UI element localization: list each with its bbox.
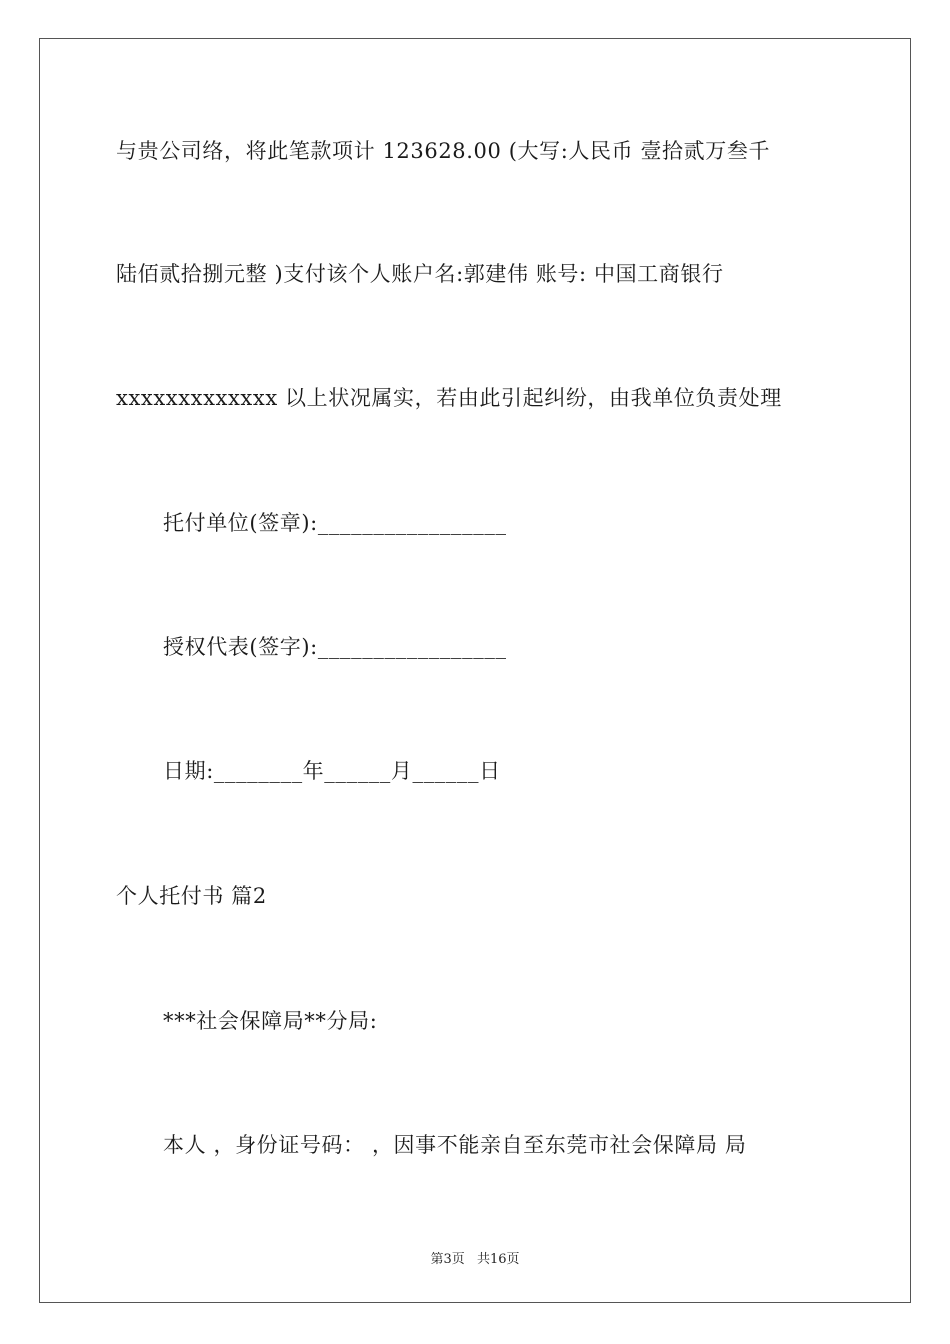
page-border [39,38,911,1303]
body-line-3: xxxxxxxxxxxxx 以上状况属实，若由此引起纠纷，由我单位负责处理 [116,386,782,410]
body-line-2: 陆佰贰拾捌元整 )支付该个人账户名:郭建伟 账号: 中国工商银行 [116,262,724,286]
page-number: 第3页 [430,1252,465,1267]
signature-unit-line: 托付单位(签章):_________________ [163,511,507,535]
page-total: 共16页 [476,1252,520,1267]
section-title: 个人托付书 篇2 [116,884,267,908]
body-line-1: 与贵公司络，将此笔款项计 123628.00 (大写:人民币 壹拾贰万叁千 [116,139,771,163]
signature-rep-line: 授权代表(签字):_________________ [163,635,507,659]
addressee-line: ***社会保障局**分局: [163,1009,378,1033]
date-line: 日期:________年______月______日 [163,759,501,783]
body-line-last: 本人 ，身份证号码： ，因事不能亲自至东莞市社会保障局 局 [163,1133,747,1157]
page-footer [0,1248,950,1267]
